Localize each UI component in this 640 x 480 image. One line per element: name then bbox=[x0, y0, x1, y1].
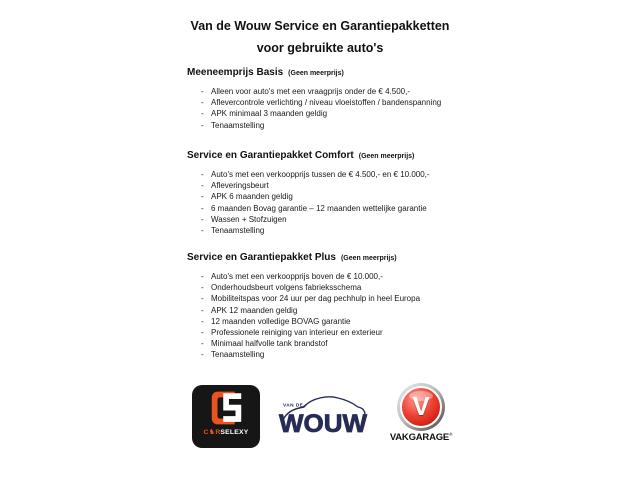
vakgarage-ring bbox=[397, 383, 445, 431]
bullet-text: Tenaamstelling bbox=[211, 120, 265, 130]
carselexy-logo bbox=[192, 385, 260, 448]
list-item bbox=[187, 282, 527, 293]
bullet-dash: - bbox=[201, 203, 204, 213]
bullet-text: 12 maanden volledige BOVAG garantie bbox=[211, 316, 351, 326]
bullet-dash: - bbox=[201, 98, 204, 108]
bullet-list bbox=[187, 271, 527, 361]
carselexy-wordmark-c: C bbox=[203, 429, 209, 436]
bullet-text: Alleen voor auto's met een vraagprijs onder de € 4.500,- bbox=[211, 87, 410, 96]
section-garantiepakket-plus bbox=[187, 252, 527, 361]
horse-head-icon: ♞ bbox=[208, 427, 216, 436]
bullet-text: Auto's met een verkoopprijs tussen de € 4.500,- en € 10.000,- bbox=[211, 170, 430, 179]
carselexy-wordmark bbox=[204, 428, 249, 437]
section-heading bbox=[187, 150, 527, 162]
vakgarage-name-text: VAKGARAGE bbox=[389, 432, 450, 444]
vakgarage-badge-icon bbox=[400, 386, 442, 428]
list-item bbox=[187, 293, 527, 304]
list-item bbox=[187, 271, 527, 282]
section-heading-text: Meeneemprijs Basis bbox=[187, 67, 284, 78]
vakgarage-logo bbox=[386, 383, 456, 443]
bullet-dash: - bbox=[201, 305, 204, 315]
list-item bbox=[187, 214, 527, 225]
section-garantiepakket-comfort bbox=[187, 150, 527, 236]
list-item bbox=[187, 97, 527, 108]
bullet-text: APK minimaal 3 maanden geldig bbox=[211, 109, 328, 119]
section-heading bbox=[187, 67, 527, 79]
bullet-text: APK 12 maanden geldig bbox=[211, 305, 298, 315]
bullet-dash: - bbox=[201, 170, 204, 179]
carselexy-monogram-icon bbox=[210, 390, 243, 426]
list-item bbox=[187, 338, 527, 349]
bullet-dash: - bbox=[201, 109, 204, 119]
carselexy-wordmark-r: R bbox=[215, 429, 221, 436]
bullet-list bbox=[187, 86, 527, 131]
list-item bbox=[187, 203, 527, 214]
bullet-text: Afleveringsbeurt bbox=[211, 181, 269, 191]
bullet-text: 6 maanden Bovag garantie – 12 maanden wettelijke garantie bbox=[211, 203, 427, 213]
list-item bbox=[187, 120, 527, 131]
list-item bbox=[187, 349, 527, 360]
bullet-text: APK 6 maanden geldig bbox=[211, 192, 293, 202]
vakgarage-letter: V bbox=[412, 391, 430, 421]
page-title bbox=[0, 15, 640, 59]
section-note: (Geen meerprijs) bbox=[340, 255, 397, 262]
bullet-text: Aflevercontrole verlichting / niveau vloeistoffen / bandenspanning bbox=[211, 98, 442, 108]
page-title-line1: Van de Wouw Service en Garantiepakketten bbox=[190, 19, 450, 33]
carselexy-wordmark-rest: SELEXY bbox=[220, 429, 249, 436]
bullet-dash: - bbox=[201, 316, 204, 326]
bullet-dash: - bbox=[201, 192, 204, 202]
list-item bbox=[187, 180, 527, 191]
bullet-list bbox=[187, 169, 527, 236]
bullet-dash: - bbox=[201, 283, 204, 293]
list-item bbox=[187, 327, 527, 338]
list-item bbox=[187, 191, 527, 202]
bullet-text: Mobiliteitspas voor 24 uur per dag pechhulp in heel Europa bbox=[211, 294, 421, 304]
bullet-text: Tenaamstelling bbox=[211, 350, 265, 360]
list-item bbox=[187, 316, 527, 327]
bullet-text: Minimaal halfvolle tank brandstof bbox=[211, 339, 328, 349]
bullet-dash: - bbox=[201, 328, 204, 338]
bullet-dash: - bbox=[201, 214, 204, 224]
bullet-dash: - bbox=[201, 120, 204, 130]
bullet-text: Auto's met een verkoopprijs boven de € 10.000,- bbox=[211, 272, 383, 281]
bullet-dash: - bbox=[201, 226, 204, 236]
bullet-text: Wassen + Stofzuigen bbox=[211, 214, 287, 224]
van-de-wouw-logo bbox=[276, 392, 370, 436]
list-item bbox=[187, 225, 527, 236]
wouw-wordmark: WOUW bbox=[279, 410, 368, 436]
bullet-text: Onderhoudsbeurt volgens fabrieksschema bbox=[211, 283, 362, 293]
section-heading bbox=[187, 252, 527, 264]
bullet-dash: - bbox=[201, 294, 204, 304]
bullet-text: Professionele reiniging van interieur en exterieur bbox=[211, 328, 383, 338]
bullet-dash: - bbox=[201, 87, 204, 96]
list-item bbox=[187, 169, 527, 180]
bullet-text: Tenaamstelling bbox=[211, 226, 265, 236]
list-item bbox=[187, 108, 527, 119]
wouw-small-text: VAN DE bbox=[283, 403, 304, 409]
bullet-dash: - bbox=[201, 350, 204, 360]
page-title-line2: voor gebruikte auto's bbox=[256, 41, 384, 55]
list-item bbox=[187, 86, 527, 97]
list-item bbox=[187, 305, 527, 316]
section-note: (Geen meerprijs) bbox=[288, 70, 344, 77]
bullet-dash: - bbox=[201, 181, 204, 191]
bullet-dash: - bbox=[201, 272, 204, 281]
registered-mark-icon: ® bbox=[449, 432, 453, 437]
section-note: (Geen meerprijs) bbox=[358, 153, 415, 160]
bullet-dash: - bbox=[201, 339, 204, 349]
section-meeneemprijs-basis bbox=[187, 67, 527, 131]
vakgarage-wordmark bbox=[386, 433, 456, 443]
section-heading-text: Service en Garantiepakket Plus bbox=[187, 252, 336, 263]
van-de-wouw-logo-icon bbox=[276, 392, 370, 436]
section-heading-text: Service en Garantiepakket Comfort bbox=[187, 150, 354, 161]
